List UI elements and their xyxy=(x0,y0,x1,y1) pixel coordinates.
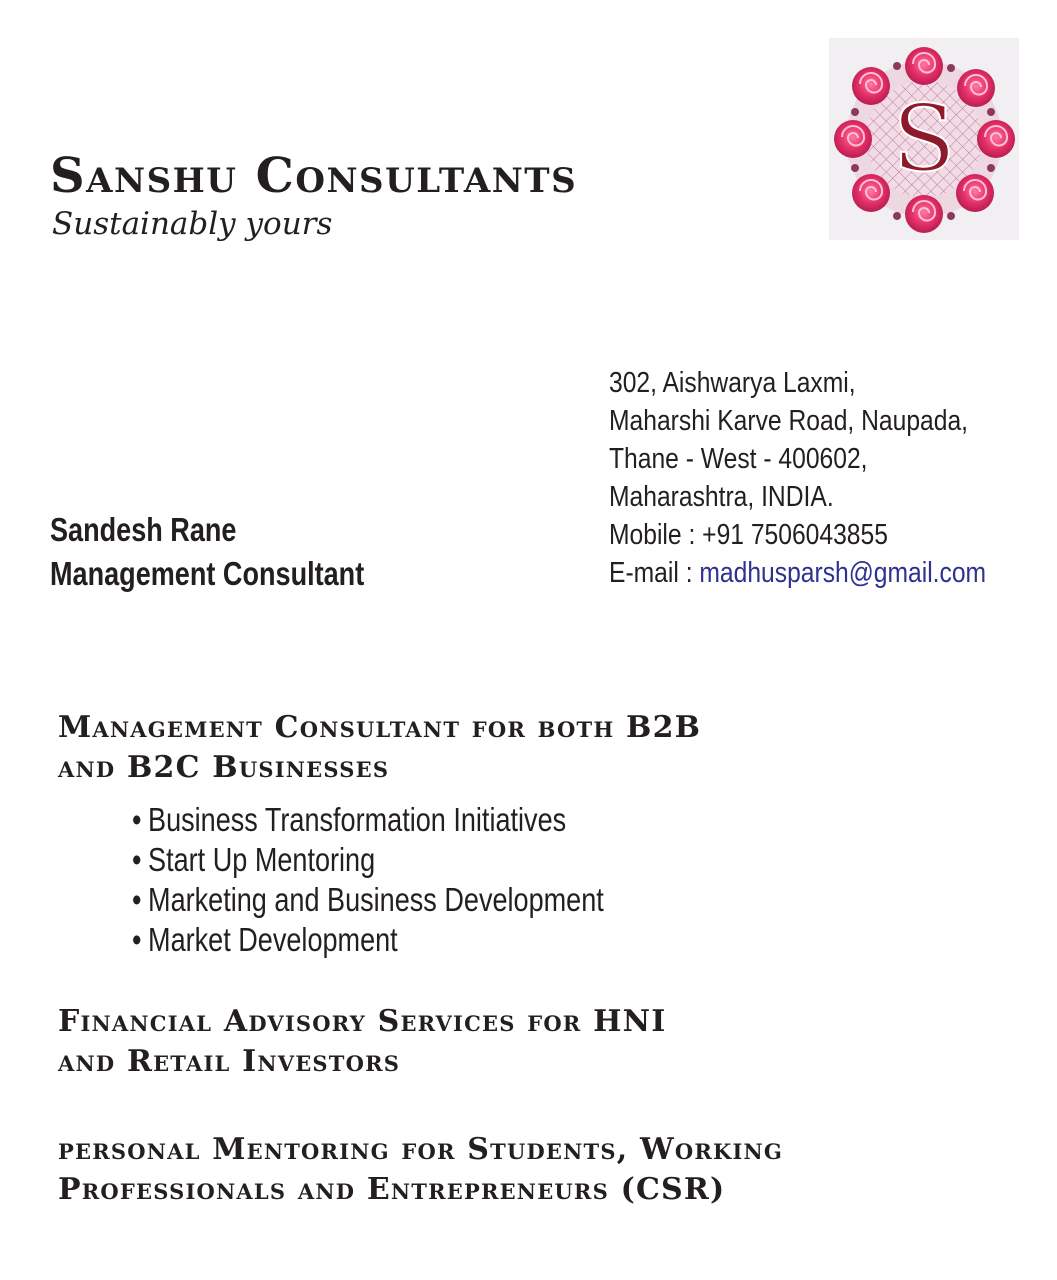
email-link[interactable]: madhusparsh@gmail.com xyxy=(699,557,987,589)
section-heading-line: and Retail Investors xyxy=(58,1044,401,1079)
list-item: • Marketing and Business Development xyxy=(132,881,604,918)
address-line-3: Thane - West - 400602, xyxy=(609,443,868,475)
mobile-label: Mobile : xyxy=(609,519,703,551)
person-name: Sandesh Rane xyxy=(50,511,237,548)
address-line-4: Maharashtra, INDIA. xyxy=(609,481,834,513)
bullet-icon: • xyxy=(132,841,142,878)
section-heading-line: and B2C Businesses xyxy=(58,750,390,785)
section-heading-financial xyxy=(58,1002,667,1082)
section-heading-line: personal Mentoring for Students, Working xyxy=(58,1132,784,1167)
mobile-number[interactable]: +91 7506043855 xyxy=(702,519,888,551)
contact-block xyxy=(609,364,1053,592)
section-heading-mentoring xyxy=(58,1130,783,1210)
mobile-line xyxy=(609,516,986,554)
logo-letter: S xyxy=(892,85,956,192)
services-list xyxy=(132,800,707,960)
company-name: Sanshu Consultants xyxy=(50,148,578,204)
email-label: E-mail : xyxy=(609,557,700,589)
logo-emblem-icon xyxy=(829,38,1019,240)
section-heading-line: Management Consultant for both B2B xyxy=(58,710,702,745)
section-heading-management xyxy=(58,708,701,788)
section-heading-line: Financial Advisory Services for HNI xyxy=(58,1004,667,1039)
company-tagline: Sustainably yours xyxy=(52,206,333,242)
address-line-1: 302, Aishwarya Laxmi, xyxy=(609,367,856,399)
address-line-2: Maharshi Karve Road, Naupada, xyxy=(609,405,969,437)
list-item: • Market Development xyxy=(132,921,398,958)
section-heading-line: Professionals and Entrepreneurs (CSR) xyxy=(58,1172,726,1207)
person-block xyxy=(50,508,433,596)
bullet-icon: • xyxy=(132,801,142,838)
bullet-icon: • xyxy=(132,881,142,918)
bullet-icon: • xyxy=(132,921,142,958)
list-item: • Start Up Mentoring xyxy=(132,841,376,878)
list-item: • Business Transformation Initiatives xyxy=(132,801,567,838)
person-title: Management Consultant xyxy=(50,555,365,592)
company-logo xyxy=(829,38,1019,240)
email-line xyxy=(609,554,986,592)
